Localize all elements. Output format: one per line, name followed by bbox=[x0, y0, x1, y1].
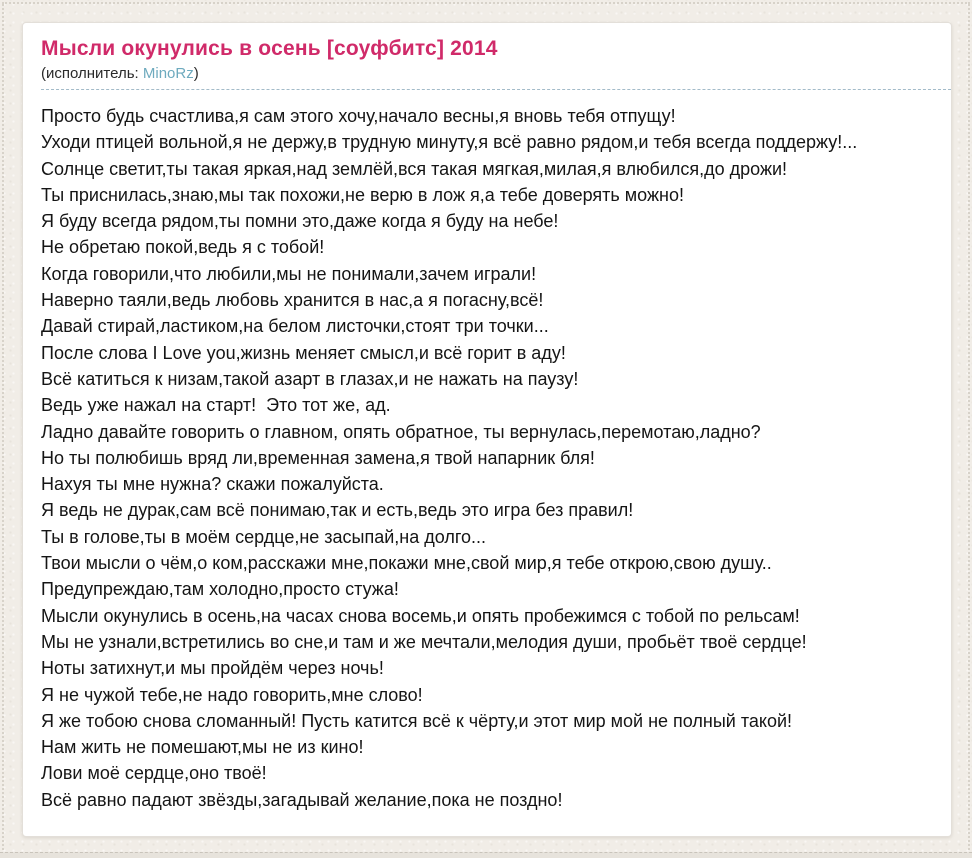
lyrics-text bbox=[41, 103, 951, 813]
lyric-line: Я же тобою снова сломанный! Пусть катится всё к чёрту,и этот мир мой не полный такой! bbox=[41, 710, 793, 731]
lyric-line: Мысли окунулись в осень,на часах снова восемь,и опять пробежимся с тобой по рельсам! bbox=[41, 605, 800, 626]
header-separator bbox=[41, 89, 951, 90]
lyric-line: Когда говорили,что любили,мы не понимали,зачем играли! bbox=[41, 263, 537, 284]
lyrics-card bbox=[22, 22, 952, 837]
lyric-line: Я буду всегда рядом,ты помни это,даже когда я буду на небе! bbox=[41, 211, 559, 232]
lyric-line: Предупреждаю,там холодно,просто стужа! bbox=[41, 579, 399, 600]
artist-line bbox=[41, 65, 951, 82]
lyric-line: Просто будь счастлива,я сам этого хочу,начало весны,я вновь тебя отпущу! bbox=[41, 106, 676, 126]
lyric-line: Я не чужой тебе,не надо говорить,мне слово! bbox=[41, 684, 423, 705]
lyric-line: Ведь уже нажал на старт! Это тот же, ад. bbox=[41, 395, 391, 416]
lyric-line: Уходи птицей вольной,я не держу,в трудную минуту,я всё равно рядом,и тебя всегда поддержу!... bbox=[41, 132, 858, 153]
page-footer-strip bbox=[0, 852, 972, 858]
lyric-line: Ладно давайте говорить о главном, опять обратное, ты вернулась,перемотаю,ладно? bbox=[41, 421, 761, 442]
lyric-line: Но ты полюбишь вряд ли,временная замена,я твой напарник бля! bbox=[41, 447, 595, 468]
lyric-line: Нахуя ты мне нужна? скажи пожалуйста. bbox=[41, 474, 384, 495]
lyric-line: Ты приснилась,знаю,мы так похожи,не верю в лож я,а тебе доверять можно! bbox=[41, 184, 684, 205]
lyric-line: Солнце светит,ты такая яркая,над землёй,вся такая мягкая,милая,я влюбился,до дрожи! bbox=[41, 158, 788, 179]
artist-label-prefix: (исполнитель: bbox=[41, 65, 143, 82]
artist-label-suffix: ) bbox=[193, 65, 199, 82]
lyric-line: Ноты затихнут,и мы пройдём через ночь! bbox=[41, 658, 384, 679]
lyric-line: Лови моё сердце,оно твоё! bbox=[41, 763, 267, 784]
lyric-line: Всё равно падают звёзды,загадывай желание,пока не поздно! bbox=[41, 789, 563, 810]
lyric-line: Не обретаю покой,ведь я с тобой! bbox=[41, 237, 325, 258]
lyric-line: Нам жить не помешают,мы не из кино! bbox=[41, 737, 364, 758]
lyric-line: Давай стирай,ластиком,на белом листочки,стоят три точки... bbox=[41, 316, 549, 337]
song-title: Мысли окунулись в осень [соуфбитс] 2014 bbox=[41, 37, 498, 60]
lyric-line: Наверно таяли,ведь любовь хранится в нас,а я погасну,всё! bbox=[41, 290, 544, 311]
lyric-line: Я ведь не дурак,сам всё понимаю,так и есть,ведь это игра без правил! bbox=[41, 500, 634, 521]
artist-link[interactable]: MinoRz bbox=[142, 65, 194, 82]
lyric-line: После слова I Love you,жизнь меняет смысл,и всё горит в аду! bbox=[41, 342, 566, 363]
lyric-line: Ты в голове,ты в моём сердце,не засыпай,на долго... bbox=[41, 526, 487, 547]
lyric-line: Мы не узнали,встретились во сне,и там и же мечтали,мелодия души, пробьёт твоё сердце! bbox=[41, 631, 807, 652]
page-border-top bbox=[2, 2, 970, 4]
page-border-right bbox=[968, 4, 970, 850]
lyric-line: Всё катиться к низам,такой азарт в глазах,и не нажать на паузу! bbox=[41, 368, 579, 389]
lyric-line: Твои мысли о чём,о ком,расскажи мне,покажи мне,свой мир,я тебе открою,свою душу.. bbox=[41, 553, 772, 574]
page-border-left bbox=[2, 4, 4, 850]
